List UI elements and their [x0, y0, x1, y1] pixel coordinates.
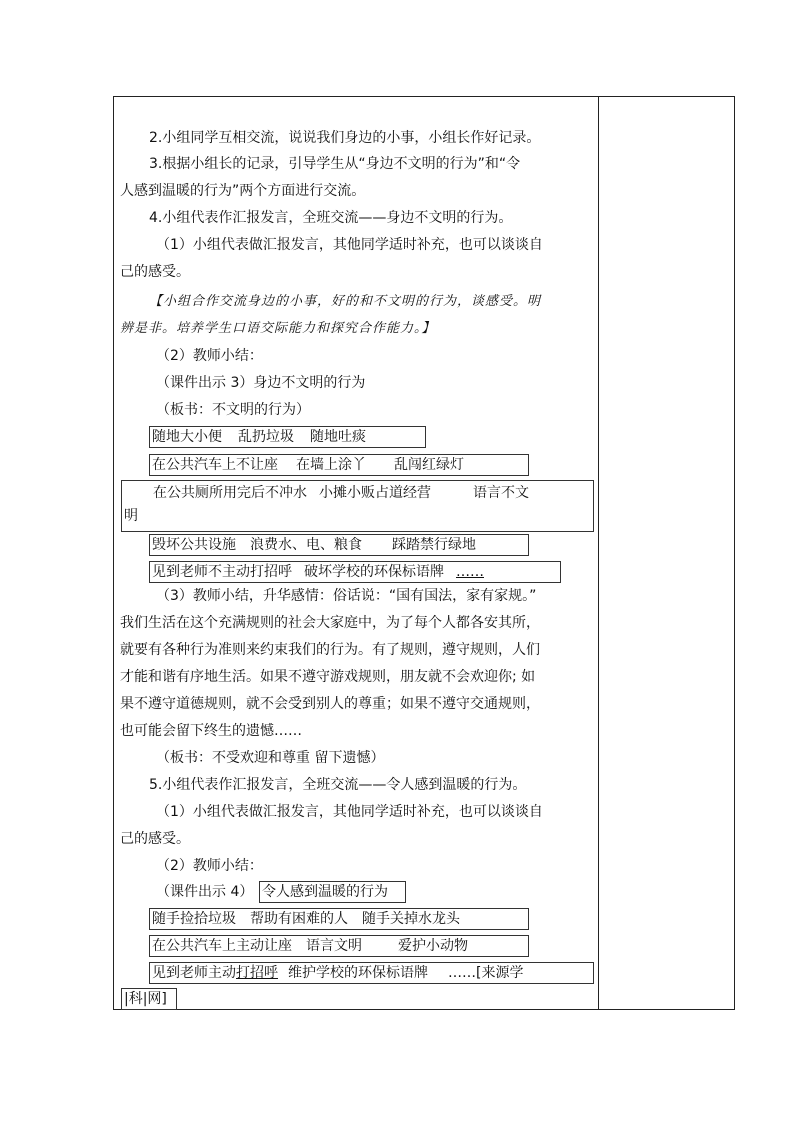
box-item: 见到老师主动: [152, 965, 236, 981]
paragraph-line: （1）小组代表做汇报发言，其他同学适时补充，也可以谈谈自: [156, 237, 543, 253]
behavior-box: [149, 962, 594, 984]
box-item: 乱扔垃圾: [238, 429, 294, 445]
box-item: 语言不文: [473, 485, 529, 501]
box-item: 在公共厕所用完后不冲水: [153, 485, 307, 501]
box-item: 维护学校的环保标语牌: [288, 965, 428, 981]
teaching-note-line: 【小组合作交流身边的小事，好的和不文明的行为，谈感受。明: [149, 294, 542, 309]
behavior-box: [149, 561, 561, 583]
box-item: 打招呼: [236, 965, 278, 981]
box-item: 明: [124, 508, 138, 524]
paragraph-line: （板书：不文明的行为）: [156, 402, 310, 418]
paragraph-line: 也可能会留下终生的遗憾……: [120, 723, 302, 739]
paragraph-line: 己的感受。: [120, 831, 190, 847]
box-item: 爱护小动物: [398, 938, 468, 954]
teaching-note-line: 辨是非。培养学生口语交际能力和探究合作能力。】: [120, 321, 436, 336]
box-item: 毁坏公共设施: [152, 537, 236, 553]
box-item: 踩踏禁行绿地: [392, 537, 476, 553]
paragraph-line: 己的感受。: [120, 264, 190, 280]
box-item: 随手关掉水龙头: [362, 911, 460, 927]
box-item: 破坏学校的环保标语牌: [304, 564, 444, 580]
paragraph-line: 3.根据小组长的记录，引导学生从“身边不文明的行为”和“令: [149, 156, 521, 172]
box-item: 浪费水、电、粮食: [250, 537, 362, 553]
box-item: 随手捡拾垃圾: [152, 911, 236, 927]
box-item: 见到老师不主动打招呼: [152, 564, 292, 580]
paragraph-line: 4.小组代表作汇报发言，全班交流——身边不文明的行为。: [149, 210, 513, 226]
warm-behavior-heading-box: 令人感到温暖的行为: [259, 881, 406, 903]
box-item: 在公共汽车上不让座: [152, 457, 278, 473]
paragraph-line: 我们生活在这个充满规则的社会大家庭中，为了每个人都各安其所，: [120, 615, 540, 631]
source-tag-box: |科|网]: [121, 988, 177, 1010]
behavior-box: [121, 480, 594, 532]
paragraph-line: （1）小组代表做汇报发言，其他同学适时补充，也可以谈谈自: [156, 804, 543, 820]
paragraph-line: 人感到温暖的行为”两个方面进行交流。: [120, 183, 366, 199]
paragraph-line: 果不遵守道德规则，就不会受到别人的尊重；如果不遵守交通规则，: [120, 696, 540, 712]
paragraph-line: 5.小组代表作汇报发言，全班交流——令人感到温暖的行为。: [149, 777, 527, 793]
paragraph-line: （3）教师小结，升华感情：俗话说：“国有国法，家有家规。”: [156, 588, 537, 604]
paragraph-line: （2）教师小结：: [156, 858, 263, 874]
paragraph-line: （课件出示 3）身边不文明的行为: [156, 375, 366, 391]
paragraph-line: 就要有各种行为准则来约束我们的行为。有了规则，遵守规则，人们: [120, 642, 540, 658]
box-item: 随地吐痰: [310, 429, 366, 445]
behavior-box: [149, 426, 426, 448]
paragraph-line: （板书：不受欢迎和尊重 留下遗憾）: [156, 750, 385, 766]
behavior-box: [149, 534, 529, 556]
paragraph-line: （2）教师小结：: [156, 348, 263, 364]
behavior-box: [149, 935, 529, 957]
paragraph-line: 2.小组同学互相交流，说说我们身边的小事，小组长作好记录。: [149, 130, 541, 146]
behavior-box: [149, 908, 529, 930]
box-item: ……[来源学: [448, 965, 524, 981]
box-item: 帮助有困难的人: [250, 911, 348, 927]
paragraph-line: 才能和谐有序地生活。如果不遵守游戏规则，朋友就不会欢迎你; 如: [120, 669, 536, 685]
box-item: 语言文明: [306, 938, 362, 954]
paragraph-line: （课件出示 4）: [156, 884, 254, 900]
box-item: 在墙上涂丫: [296, 457, 366, 473]
box-item: ……: [456, 564, 484, 580]
box-item: 乱闯红绿灯: [394, 457, 464, 473]
table-column-divider: [598, 96, 599, 1010]
box-item: 在公共汽车上主动让座: [152, 938, 292, 954]
box-item: 随地大小便: [152, 429, 222, 445]
box-item: 小摊小贩占道经营: [319, 485, 431, 501]
behavior-box: [149, 454, 529, 476]
